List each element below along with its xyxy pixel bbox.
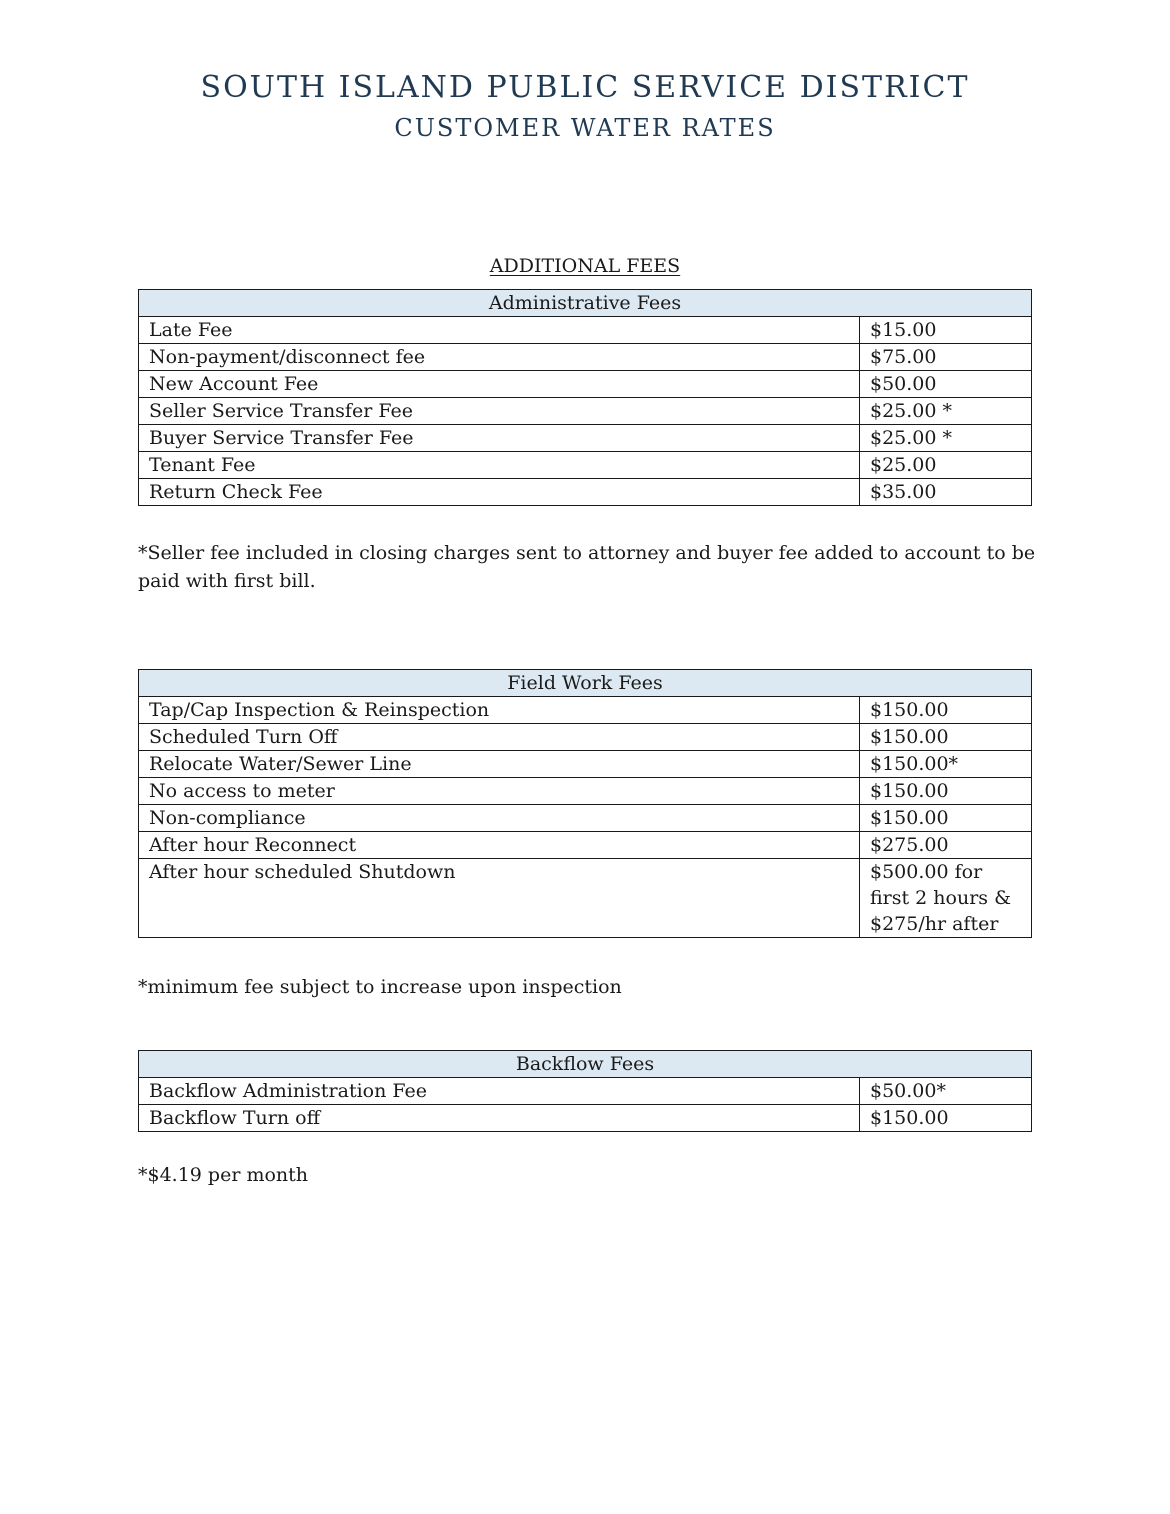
fee-amount: $25.00 xyxy=(859,452,1031,479)
table-row xyxy=(139,479,1032,506)
table-row xyxy=(139,751,1032,778)
fee-label: Buyer Service Transfer Fee xyxy=(139,425,860,452)
table-row xyxy=(139,697,1032,724)
fee-amount: $150.00 xyxy=(859,697,1031,724)
fee-label: No access to meter xyxy=(139,778,860,805)
backflow-fees-header: Backflow Fees xyxy=(139,1051,1032,1078)
fee-amount: $75.00 xyxy=(859,344,1031,371)
fee-label: Seller Service Transfer Fee xyxy=(139,398,860,425)
additional-fees-heading: ADDITIONAL FEES xyxy=(489,255,681,277)
table-row xyxy=(139,1105,1032,1132)
fee-amount: $500.00 for first 2 hours & $275/hr after xyxy=(859,859,1031,938)
fee-label: After hour scheduled Shutdown xyxy=(139,859,860,938)
fee-amount: $15.00 xyxy=(859,317,1031,344)
fee-amount: $150.00 xyxy=(859,778,1031,805)
fee-amount: $50.00 xyxy=(859,371,1031,398)
fee-label: New Account Fee xyxy=(139,371,860,398)
backflow-fees-table xyxy=(138,1050,1032,1132)
table-row xyxy=(139,859,1032,938)
table-row xyxy=(139,832,1032,859)
table-row xyxy=(139,805,1032,832)
table-row xyxy=(139,371,1032,398)
field-work-fees-note: *minimum fee subject to increase upon inspection xyxy=(138,976,622,998)
field-work-fees-table xyxy=(138,669,1032,938)
backflow-fees-note: *$4.19 per month xyxy=(138,1164,309,1186)
fee-label: Tenant Fee xyxy=(139,452,860,479)
table-row xyxy=(139,398,1032,425)
fee-label: Backflow Turn off xyxy=(139,1105,860,1132)
table-row xyxy=(139,778,1032,805)
fee-amount: $25.00 * xyxy=(859,398,1031,425)
fee-label: Return Check Fee xyxy=(139,479,860,506)
fee-amount: $150.00 xyxy=(859,805,1031,832)
table-row xyxy=(139,724,1032,751)
fee-label: Late Fee xyxy=(139,317,860,344)
fee-label: Tap/Cap Inspection & Reinspection xyxy=(139,697,860,724)
fee-label: Non-payment/disconnect fee xyxy=(139,344,860,371)
table-row xyxy=(139,344,1032,371)
table-row xyxy=(139,452,1032,479)
fee-label: Scheduled Turn Off xyxy=(139,724,860,751)
page-title: SOUTH ISLAND PUBLIC SERVICE DISTRICT xyxy=(200,70,970,105)
page-subtitle: CUSTOMER WATER RATES xyxy=(394,114,776,142)
fee-amount: $35.00 xyxy=(859,479,1031,506)
fee-label: Non-compliance xyxy=(139,805,860,832)
administrative-fees-note: *Seller fee included in closing charges sent to attorney and buyer fee added to account to be paid with first bill. xyxy=(138,542,1036,592)
administrative-fees-table xyxy=(138,289,1032,506)
fee-amount: $275.00 xyxy=(859,832,1031,859)
fee-amount: $150.00* xyxy=(859,751,1031,778)
table-row xyxy=(139,317,1032,344)
table-row xyxy=(139,425,1032,452)
fee-label: After hour Reconnect xyxy=(139,832,860,859)
table-row xyxy=(139,1078,1032,1105)
fee-amount: $25.00 * xyxy=(859,425,1031,452)
field-work-fees-header: Field Work Fees xyxy=(139,670,1032,697)
fee-label: Backflow Administration Fee xyxy=(139,1078,860,1105)
fee-label: Relocate Water/Sewer Line xyxy=(139,751,860,778)
fee-amount: $50.00* xyxy=(860,1078,1032,1105)
administrative-fees-header: Administrative Fees xyxy=(139,290,1032,317)
fee-amount: $150.00 xyxy=(859,724,1031,751)
fee-amount: $150.00 xyxy=(860,1105,1032,1132)
